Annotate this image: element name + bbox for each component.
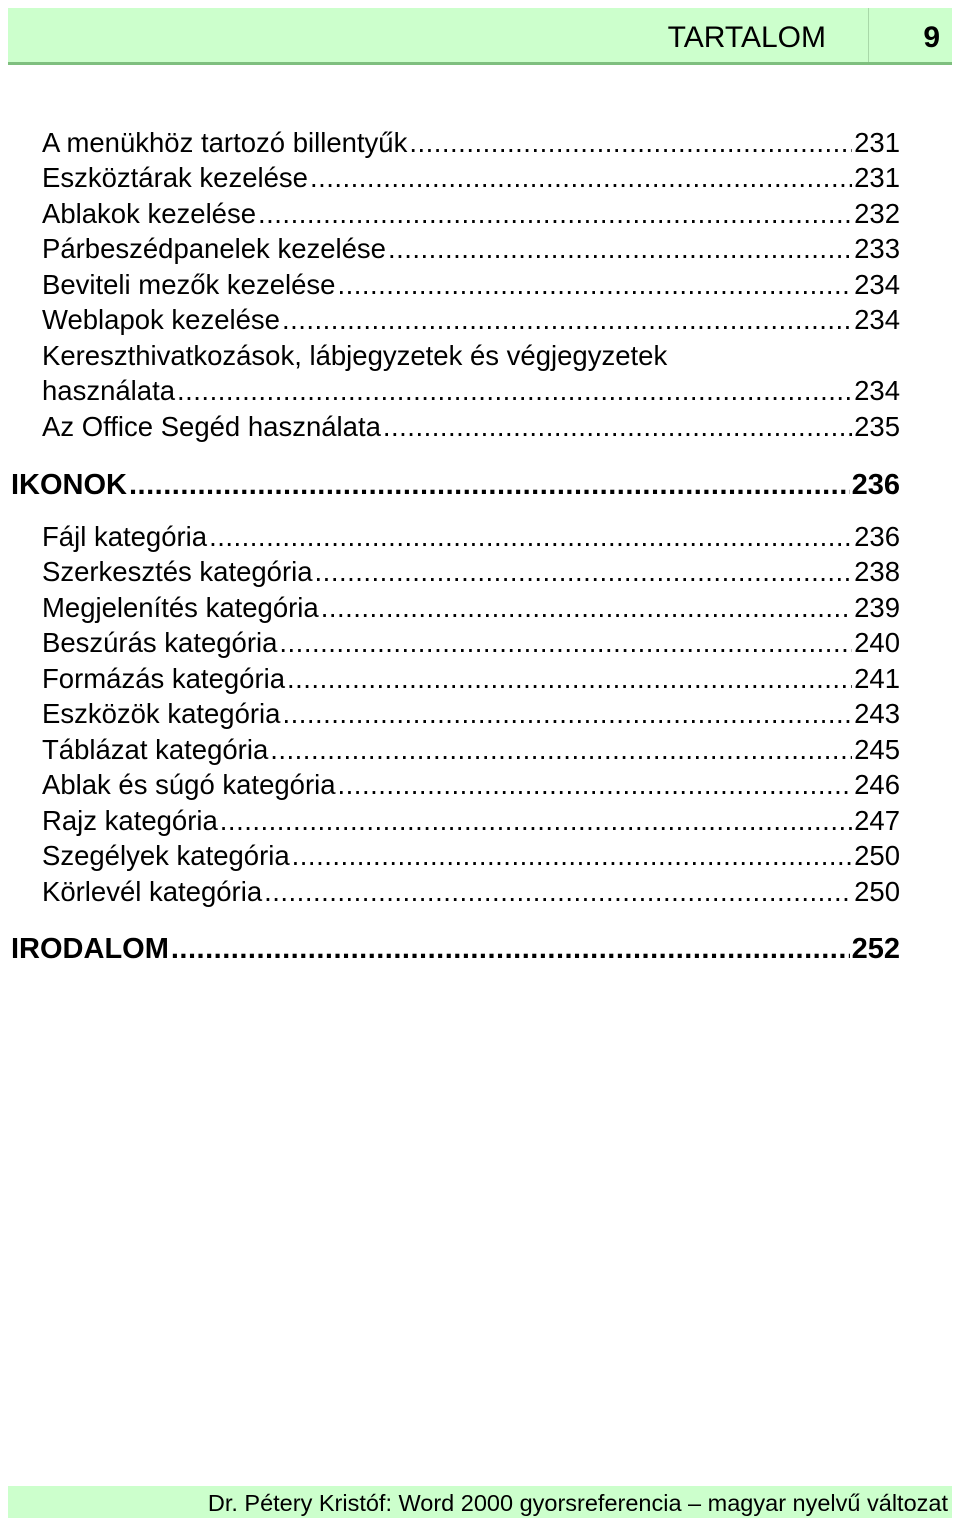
toc-entry[interactable] xyxy=(42,268,900,302)
toc-leader xyxy=(282,303,852,337)
toc-leader xyxy=(337,268,852,302)
toc-entry-label: Ablakok kezelése xyxy=(42,198,257,229)
toc-leader xyxy=(315,555,853,589)
toc-entry[interactable] xyxy=(42,662,900,696)
toc-entry-page: 234 xyxy=(854,375,900,406)
toc-chapter[interactable] xyxy=(11,932,900,966)
toc-leader xyxy=(388,232,852,266)
toc-entry-label: Beszúrás kategória xyxy=(42,627,278,658)
toc-entry[interactable] xyxy=(42,839,900,873)
toc-entry[interactable] xyxy=(42,410,900,444)
page-header xyxy=(8,8,952,65)
toc-entry-label: Eszköztárak kezelése xyxy=(42,162,308,193)
toc-entry[interactable] xyxy=(42,804,900,838)
page-footer xyxy=(8,1486,952,1518)
toc-entry-label: Szegélyek kategória xyxy=(42,840,290,871)
footer-text: Dr. Pétery Kristóf: Word 2000 gyorsreferencia – magyar nyelvű változat xyxy=(207,1490,948,1516)
toc-entry-page: 235 xyxy=(854,411,900,442)
toc-leader xyxy=(264,875,852,909)
toc-entry[interactable] xyxy=(42,520,900,554)
toc-entry[interactable] xyxy=(42,768,900,802)
toc-entry-page: 232 xyxy=(854,198,900,229)
toc-entry-label: Eszközök kategória xyxy=(42,698,281,729)
toc-chapter-label: IRODALOM xyxy=(11,933,169,965)
toc-entry-label: Az Office Segéd használata xyxy=(42,411,381,442)
toc-leader xyxy=(279,626,852,660)
header-divider xyxy=(868,8,869,62)
toc-entry-label: Megjelenítés kategória xyxy=(42,592,319,623)
toc-entry[interactable] xyxy=(42,303,900,337)
toc-entry-page: 238 xyxy=(854,556,900,587)
toc-entry-label: Ablak és súgó kategória xyxy=(42,769,336,800)
toc-entry-page: 233 xyxy=(854,233,900,264)
toc-entry-page: 243 xyxy=(854,698,900,729)
toc-entry-page: 231 xyxy=(854,127,900,158)
toc-entry-label: Szerkesztés kategória xyxy=(42,556,313,587)
toc-entry-label: Weblapok kezelése xyxy=(42,304,280,335)
toc-leader xyxy=(310,161,852,195)
toc-entry[interactable] xyxy=(42,697,900,731)
toc-chapter-label: IKONOK xyxy=(11,469,127,501)
toc-entry-label-line1: Kereszthivatkozások, lábjegyzetek és végjegyzetek xyxy=(42,340,668,371)
section-title: TARTALOM xyxy=(667,21,826,54)
toc-entry-page: 236 xyxy=(854,521,900,552)
toc-entry-label: Párbeszédpanelek kezelése xyxy=(42,233,386,264)
toc-leader xyxy=(338,768,853,802)
toc-entry-label: Beviteli mezők kezelése xyxy=(42,269,336,300)
toc-entry[interactable] xyxy=(42,232,900,266)
toc-entry[interactable] xyxy=(42,626,900,660)
toc-leader xyxy=(282,697,852,731)
toc-entry-label: Rajz kategória xyxy=(42,805,218,836)
toc-leader xyxy=(258,197,852,231)
toc-entry-page: 246 xyxy=(854,769,900,800)
toc-entry[interactable] xyxy=(42,875,900,909)
toc-leader xyxy=(209,520,852,554)
toc-entry-page: 234 xyxy=(854,304,900,335)
toc-entry-label: Táblázat kategória xyxy=(42,734,269,765)
toc-leader xyxy=(177,374,852,408)
toc-leader xyxy=(129,468,850,502)
toc-entry[interactable] xyxy=(42,161,900,195)
toc-entry[interactable] xyxy=(42,126,900,160)
toc-entry-page: 240 xyxy=(854,627,900,658)
toc-entry-label: Formázás kategória xyxy=(42,663,286,694)
toc-leader xyxy=(321,591,852,625)
toc-entry-page: 250 xyxy=(854,840,900,871)
page-number: 9 xyxy=(923,21,940,54)
toc-leader xyxy=(220,804,852,838)
toc-entry-page: 234 xyxy=(854,269,900,300)
toc-chapter[interactable] xyxy=(11,468,900,502)
toc-leader xyxy=(292,839,852,873)
toc-entry[interactable] xyxy=(42,197,900,231)
toc-entry[interactable] xyxy=(42,555,900,589)
toc-entry-page: 247 xyxy=(854,805,900,836)
toc-leader xyxy=(171,932,850,966)
toc-chapter-page: 252 xyxy=(851,933,900,965)
toc-entry-label: Fájl kategória xyxy=(42,521,208,552)
toc-leader xyxy=(270,733,852,767)
toc-entry-label: Körlevél kategória xyxy=(42,876,263,907)
toc-chapter-page: 236 xyxy=(851,469,900,501)
toc-entry-label: A menükhöz tartozó billentyűk xyxy=(42,127,408,158)
toc-entry[interactable] xyxy=(42,591,900,625)
toc-entry-page: 231 xyxy=(854,162,900,193)
toc-leader xyxy=(287,662,852,696)
toc-entry-page: 241 xyxy=(854,663,900,694)
toc-leader xyxy=(383,410,852,444)
toc-entry-page: 250 xyxy=(854,876,900,907)
toc-entry[interactable] xyxy=(42,733,900,767)
toc-leader xyxy=(409,126,852,160)
toc-entry[interactable] xyxy=(42,374,900,408)
toc-entry-page: 239 xyxy=(854,592,900,623)
toc-entry-page: 245 xyxy=(854,734,900,765)
toc-entry-label: használata xyxy=(42,375,176,406)
